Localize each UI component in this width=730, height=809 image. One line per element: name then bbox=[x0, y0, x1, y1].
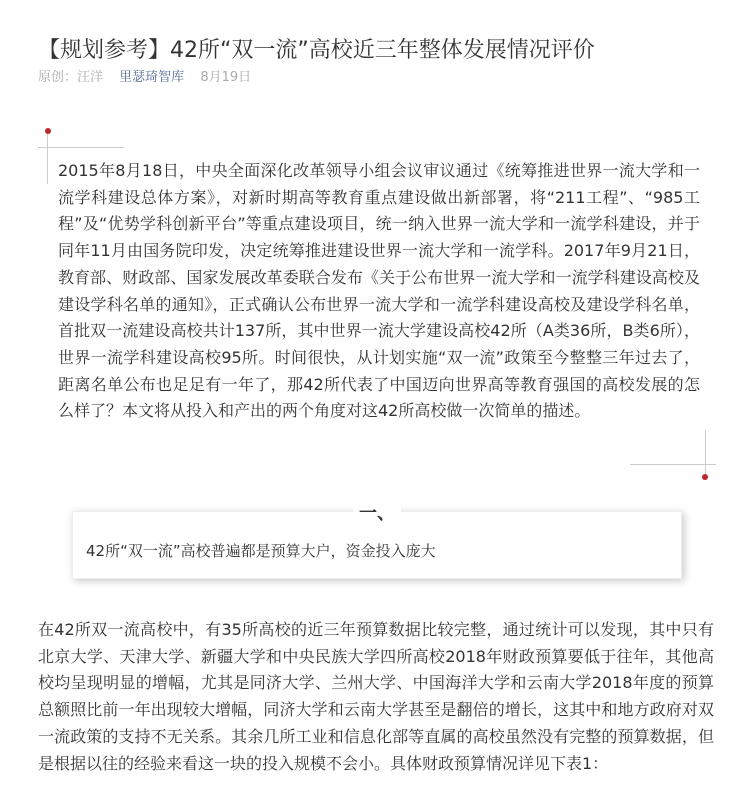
decor-line-top-vertical bbox=[47, 134, 48, 184]
decor-dot-bottom bbox=[702, 474, 708, 480]
publish-date: 8月19日 bbox=[200, 70, 252, 85]
section-number bbox=[73, 504, 681, 524]
section-heading: 42所“双一流”高校普遍都是预算大户，资金投入庞大 bbox=[86, 542, 436, 560]
author-label: 原创：汪洋 bbox=[38, 70, 104, 85]
decor-line-bottom-horizontal bbox=[630, 464, 716, 465]
decor-line-top-horizontal bbox=[38, 147, 124, 148]
article-title: 【规划参考】42所“双一流”高校近三年整体发展情况评价 bbox=[38, 37, 595, 63]
intro-paragraph: 2015年8月18日，中央全面深化改革领导小组会议审议通过《统筹推进世界一流大学和一流学科建设总体方案》，对新时期高等教育重点建设做出新部署，将“211工程”、“985工程”及“优势学科创新平台”等重点建设项目，统一纳入世界一流大学和一流学科建设，并于同年11月由国务院印发，决定统筹推进建设世界一流大学和一流学科。2017年9月21日，教育部、财政部、国家发展改革委联合发布《关于公布世界一流大学和一流学科建设高校及建设学科名单的通知》，正式确认公布世界一流大学和一流学科建设高校及建设学科名单，首批双一流建设高校共计137所，其中世界一流大学建设高校42所（A类36所，B类6所），世界一流学科建设高校95所。时间很快，从计划实施“双一流”政策至今整整三年过去了，距离名单公布也足足有一年了，那42所代表了中国迈向世界高等教育强国的高校发展的怎么样了？本文将从投入和产出的两个角度对这42所高校做一次简单的描述。 bbox=[58, 161, 700, 421]
section-heading-box bbox=[72, 503, 682, 579]
section-number-text: 一、 bbox=[353, 503, 401, 524]
body-paragraph: 在42所双一流高校中，有35所高校的近三年预算数据比较完整，通过统计可以发现，其中只有北京大学、天津大学、新疆大学和中央民族大学四所高校2018年财政预算要低于往年，其他高校均呈现明显的增幅，尤其是同济大学、兰州大学、中国海洋大学和云南大学2018年度的预算总额照比前一年出现较大增幅，同济大学和云南大学甚至是翻倍的增长，这其中和地方政府对双一流政策的支持不无关系。其余几所工业和信息化部等直属的高校虽然没有完整的预算数据，但是根据以往的经验来看这一块的投入规模不会小。具体财政预算情况详见下表1： bbox=[38, 620, 714, 773]
decor-dot-top bbox=[45, 128, 51, 134]
decor-line-bottom-vertical bbox=[705, 430, 706, 476]
account-link[interactable]: 里瑟琦智库 bbox=[119, 70, 185, 85]
article-meta bbox=[38, 69, 251, 87]
